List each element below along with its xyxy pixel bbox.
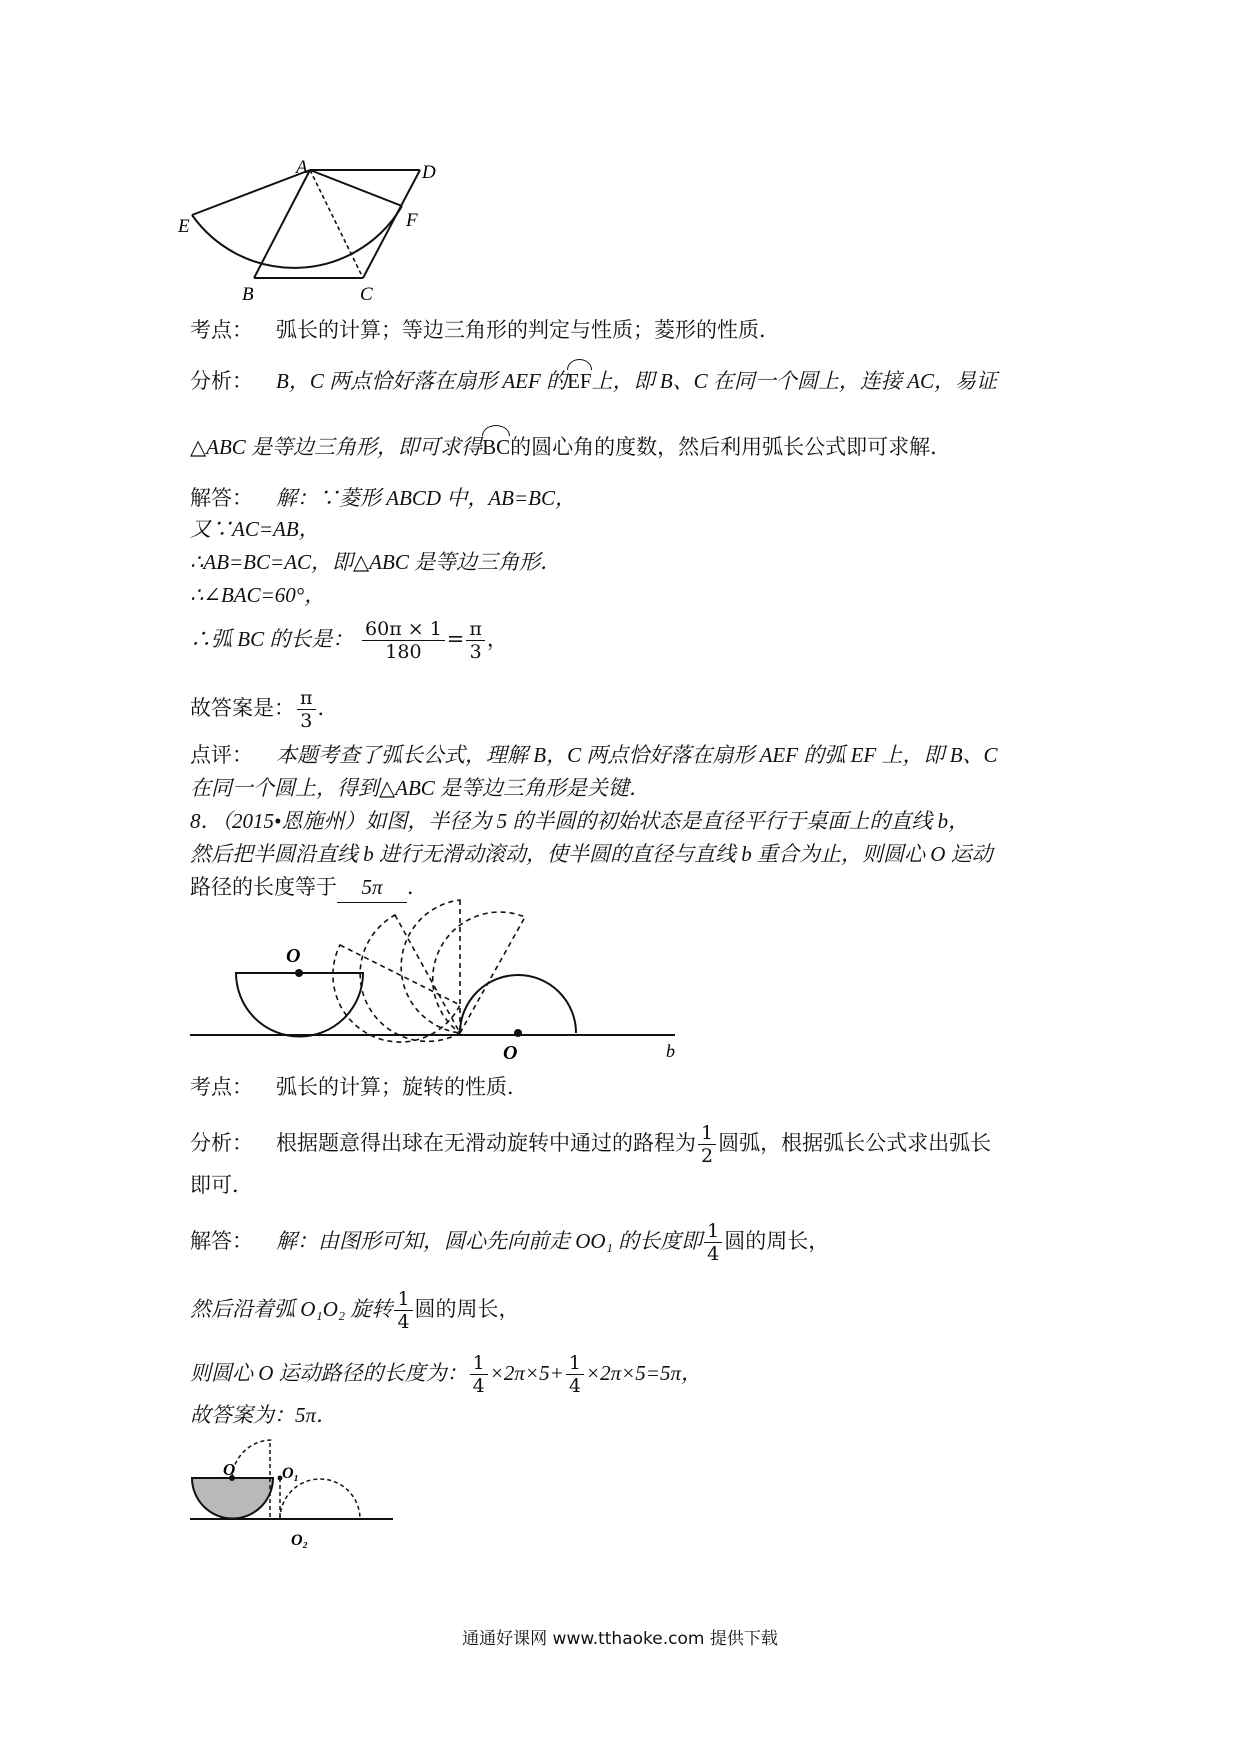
label-c: C [360,284,373,305]
fenxi-line-8b: 即可． [190,1173,253,1197]
fenxi-line-8a: 分析： 根据题意得出球在无滑动旋转中通过的路程为 $\frac{1}{2}$ 圆弧，根据弧长公式求出弧长 [190,1122,992,1167]
fraction-pi-over-3: $\frac{\pi}{3}$ [466,618,485,663]
label-b: B [242,284,254,305]
arc-bc: BC [482,432,510,462]
question-8-line-3: 路径的长度等于 5π ． [190,872,428,903]
fraction-one-half: $\frac{1}{2}$ [698,1122,716,1167]
label-o-top: O [286,945,301,967]
figure-path-illustration [185,1445,405,1560]
label-e: E [178,216,190,237]
intermediate-semicircle-1 [333,945,460,1042]
label-f: F [406,210,418,231]
answer-line-8: 故答案为：5π． [190,1403,338,1427]
intermediate-semicircle-4 [433,912,525,1033]
center-o-final [514,1029,522,1037]
label-a: A [296,157,308,178]
kaodian-text: 弧长的计算；等边三角形的判定与性质；菱形的性质． [276,318,780,342]
fraction-one-quarter-a: $\frac{1}{4}$ [704,1220,722,1265]
fraction-answer-pi-over-3: $\frac{\pi}{3}$ [297,687,316,732]
jieda-line-7d: ∴∠BAC=60°， [190,583,326,607]
label-o: O [223,1460,236,1479]
kaodian-line-8: 考点： 弧长的计算；旋转的性质． [190,1075,528,1099]
fraction-60pi-over-180: $\frac{60\pi \times 1}{180}$ [362,618,445,663]
label-d: D [422,162,436,183]
jieda-line-7c: ∴AB=BC=AC，即△ABC 是等边三角形． [190,550,562,574]
jieda-line-7b: 又∵AC=AB， [190,517,320,541]
question-8-line-2: 然后把半圆沿直线 b 进行无滑动滚动，使半圆的直径与直线 b 重合为止，则圆心 O 运动 [190,842,993,866]
quarter-arc-dashed [232,1440,272,1478]
footer-text: 通通好课网 www.tthaoke.com 提供下载 [462,1629,778,1649]
jieda-line-7a: 解答： 解：∵菱形 ABCD 中，AB=BC， [190,483,576,513]
fraction-one-quarter-d: $\frac{1}{4}$ [566,1352,584,1397]
segment-ab [254,170,310,278]
label-o2: O₂ [291,1532,309,1549]
figure-rolling-semicircle [185,905,685,1065]
final-semicircle [460,975,576,1033]
semicircle-dashed-right [280,1479,360,1519]
label-o-bottom: O [503,1042,518,1064]
segment-ae [192,170,310,215]
dianping-label: 点评： [190,743,253,767]
arc-ef: EF [567,366,592,396]
segment-af [310,170,402,206]
intermediate-semicircle-3 [401,900,460,1033]
question-8-line-1: 8．（2015•恩施州）如图，半径为 5 的半圆的初始状态是直径平行于桌面上的直线 b， [190,809,970,833]
jieda-line-8c: 则圆心 O 运动路径的长度为： $\frac{1}{4}$ ×2π×5+ $\frac{1}{4}$ ×2π×5=5π， [190,1352,702,1397]
center-o-initial [295,969,303,977]
label-b: b [666,1041,675,1061]
segment-ac-dashed [310,170,363,278]
sector-arc-ef [192,206,402,268]
jieda-line-8b: 然后沿着弧 O₁O₂ 旋转 $\frac{1}{4}$ 圆的周长， [190,1288,520,1333]
jieda-label: 解答： [190,486,253,510]
fenxi-line-7a: 分析： B，C 两点恰好落在扇形 AEF 的EF上，即 B、C 在同一个圆上，连接 AC，易证 [190,366,997,396]
fraction-one-quarter-c: $\frac{1}{4}$ [470,1352,488,1397]
figure-rhombus-sector [178,157,440,305]
kaodian-line-7 [190,315,780,345]
fraction-one-quarter-b: $\frac{1}{4}$ [394,1288,412,1333]
jieda-line-8a: 解答： 解：由图形可知，圆心先向前走 OO₁ 的长度即 $\frac{1}{4}$ 圆的周长， [190,1220,830,1265]
dianping-line-7b: 在同一个圆上，得到△ABC 是等边三角形是关键． [190,776,651,800]
fenxi-label: 分析： [190,369,253,393]
label-o1: O₁ [282,1465,300,1482]
initial-semicircle [236,973,363,1037]
dianping-line-7a: 点评： 本题考查了弧长公式，理解 B，C 两点恰好落在扇形 AEF 的弧 EF 上，即 B、C [190,740,998,770]
answer-line-7: 故答案是： $\frac{\pi}{3}$ ． [190,687,339,732]
kaodian-label: 考点： [190,318,253,342]
fenxi-line-7b: △ABC 是等边三角形，即可求得BC的圆心角的度数，然后利用弧长公式即可求解． [190,432,951,462]
shaded-semicircle [192,1478,273,1519]
answer-blank: 5π [337,872,407,903]
jieda-line-7e: ∴弧 BC 的长是： $\frac{60\pi \times 1}{180}$ = $\frac{\pi}{3}$ ， [190,618,508,663]
